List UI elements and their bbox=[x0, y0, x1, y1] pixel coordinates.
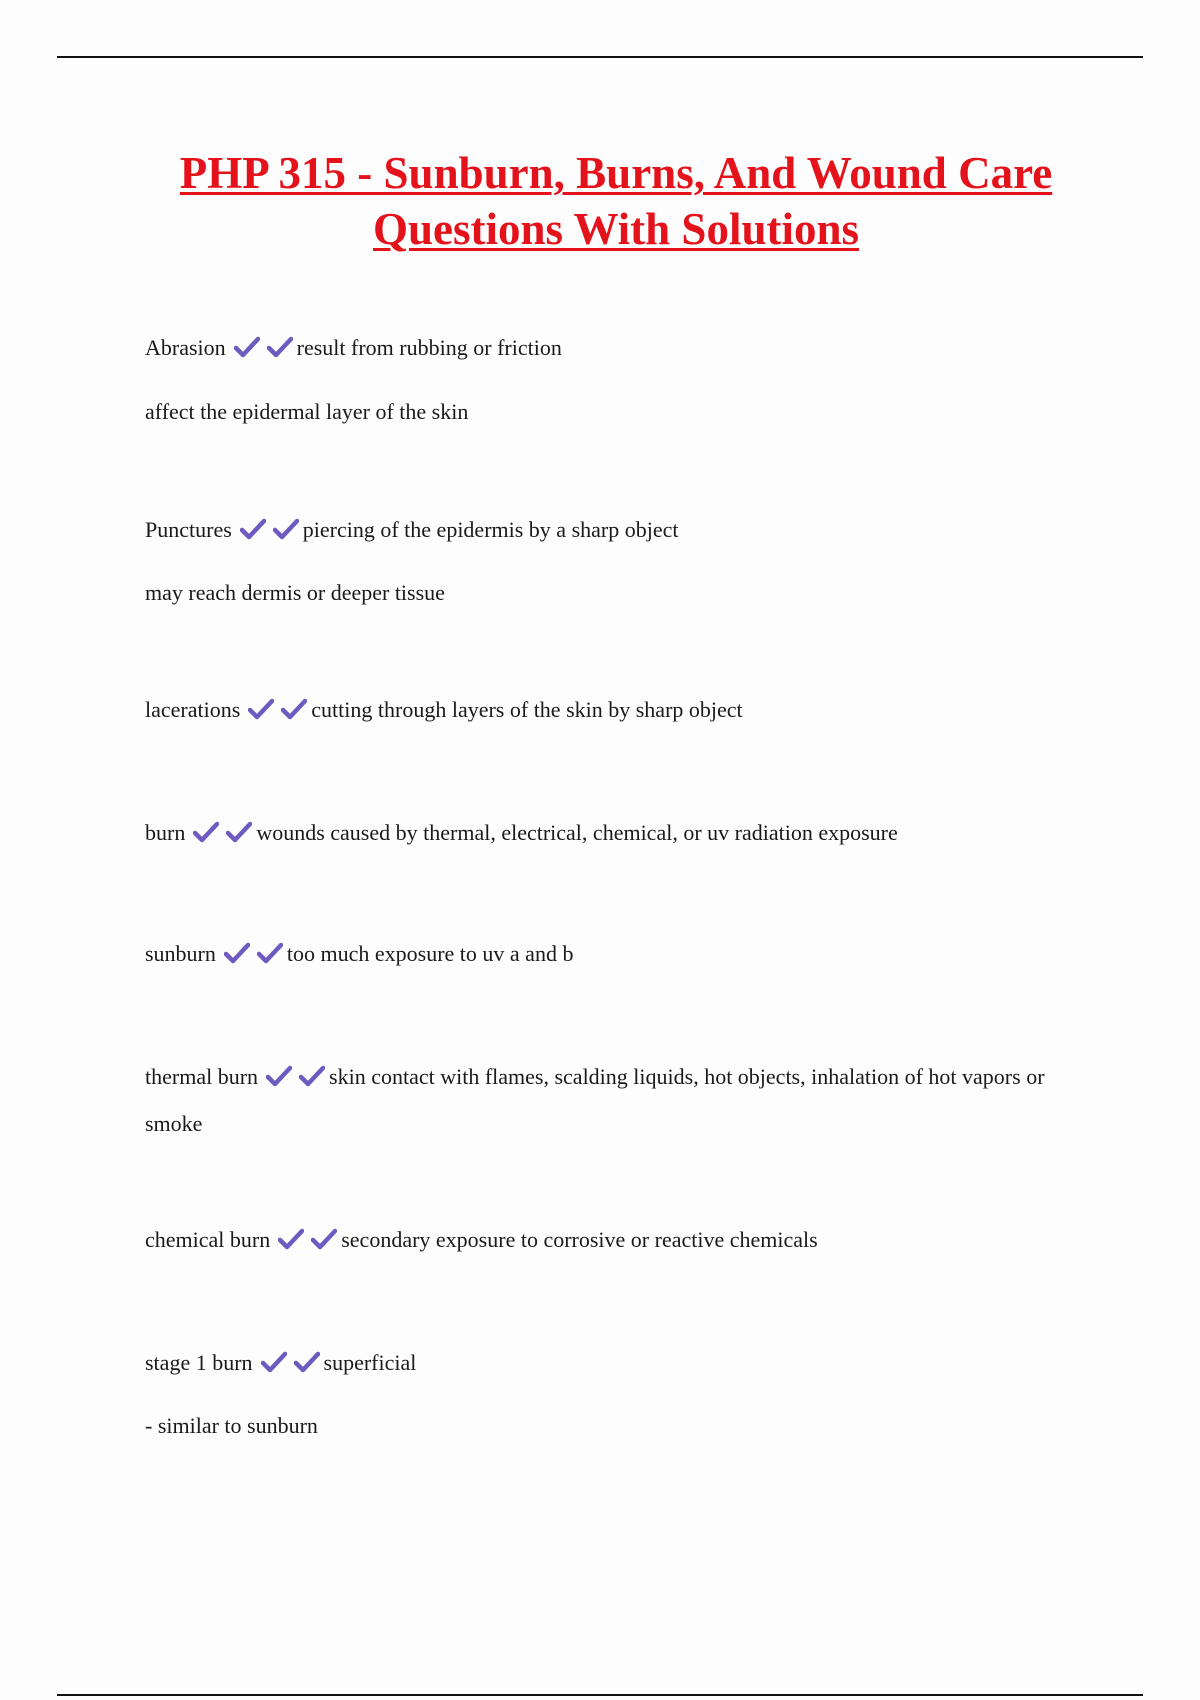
check-icon bbox=[294, 1351, 320, 1373]
check-icon bbox=[261, 1351, 287, 1373]
title-line-2: Questions With Solutions bbox=[372, 204, 859, 254]
qa-line bbox=[145, 688, 1075, 735]
check-icon bbox=[224, 942, 250, 964]
term: sunburn bbox=[145, 941, 216, 966]
check-icon bbox=[273, 518, 299, 540]
check-icon bbox=[278, 1228, 304, 1250]
qa-extra: may reach dermis or deeper tissue bbox=[145, 580, 445, 605]
check-icon bbox=[257, 942, 283, 964]
double-check-icon bbox=[240, 511, 299, 555]
qa-entry-abrasion bbox=[145, 326, 1075, 434]
qa-entry-chemical-burn bbox=[145, 1218, 1075, 1265]
qa-line bbox=[145, 326, 1075, 373]
check-icon bbox=[299, 1065, 325, 1087]
qa-entry-burn bbox=[145, 811, 1075, 858]
qa-line bbox=[145, 811, 1075, 858]
term: burn bbox=[145, 820, 186, 845]
check-icon bbox=[267, 336, 293, 358]
term: chemical burn bbox=[145, 1227, 271, 1252]
title-line-1: PHP 315 - Sunburn, Burns, And Wound Care bbox=[179, 148, 1053, 198]
double-check-icon bbox=[224, 935, 283, 979]
double-check-icon bbox=[234, 329, 293, 373]
definition: piercing of the epidermis by a sharp object bbox=[302, 517, 679, 542]
definition: skin contact with flames, scalding liquids, hot objects, inhalation of hot vapors or smoke bbox=[145, 1064, 1045, 1136]
qa-line bbox=[145, 1341, 1075, 1388]
check-icon bbox=[248, 698, 274, 720]
check-icon bbox=[281, 698, 307, 720]
qa-entry-stage-1-burn bbox=[145, 1341, 1075, 1448]
top-rule bbox=[57, 56, 1143, 58]
check-icon bbox=[193, 821, 219, 843]
qa-entry-thermal-burn bbox=[145, 1055, 1075, 1146]
term: Abrasion bbox=[145, 335, 226, 360]
qa-line bbox=[145, 1218, 1075, 1265]
definition: cutting through layers of the skin by sharp object bbox=[311, 697, 743, 722]
qa-line bbox=[145, 932, 1075, 979]
check-icon bbox=[311, 1228, 337, 1250]
double-check-icon bbox=[248, 691, 307, 735]
term: stage 1 burn bbox=[145, 1350, 253, 1375]
document-title bbox=[80, 145, 1152, 257]
term: thermal burn bbox=[145, 1064, 259, 1089]
check-icon bbox=[226, 821, 252, 843]
double-check-icon bbox=[193, 814, 252, 858]
qa-entry-lacerations bbox=[145, 688, 1075, 735]
definition: wounds caused by thermal, electrical, chemical, or uv radiation exposure bbox=[256, 820, 898, 845]
term: Punctures bbox=[145, 517, 232, 542]
qa-extra: - similar to sunburn bbox=[145, 1413, 318, 1438]
check-icon bbox=[234, 336, 260, 358]
definition: secondary exposure to corrosive or reactive chemicals bbox=[341, 1227, 818, 1252]
term: lacerations bbox=[145, 697, 241, 722]
bottom-rule bbox=[57, 1694, 1143, 1696]
double-check-icon bbox=[261, 1344, 320, 1388]
qa-line bbox=[145, 508, 1075, 555]
check-icon bbox=[240, 518, 266, 540]
qa-line bbox=[145, 1055, 1075, 1146]
double-check-icon bbox=[278, 1221, 337, 1265]
definition: result from rubbing or friction bbox=[296, 335, 562, 360]
definition: superficial bbox=[323, 1350, 417, 1375]
qa-extra: affect the epidermal layer of the skin bbox=[145, 399, 469, 424]
qa-entry-punctures bbox=[145, 508, 1075, 615]
qa-entry-sunburn bbox=[145, 932, 1075, 979]
double-check-icon bbox=[266, 1058, 325, 1102]
definition: too much exposure to uv a and b bbox=[286, 941, 574, 966]
check-icon bbox=[266, 1065, 292, 1087]
